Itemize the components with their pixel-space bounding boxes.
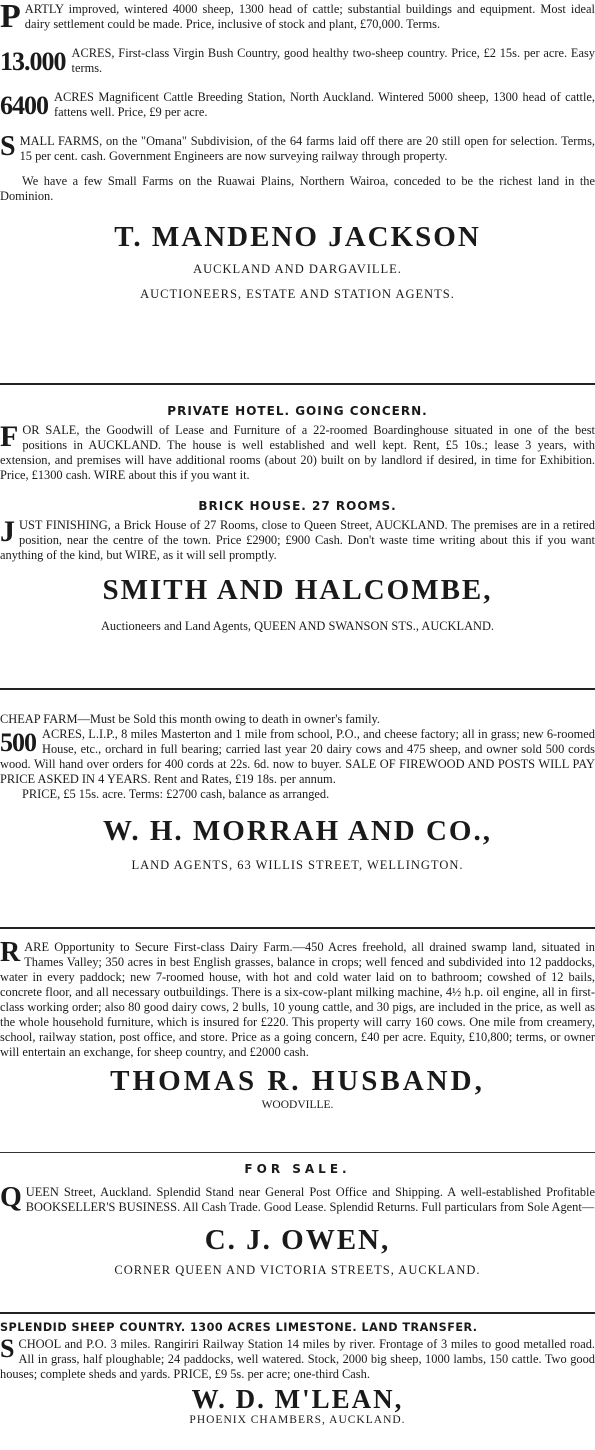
firm-profession: AUCTIONEERS, ESTATE AND STATION AGENTS. — [140, 287, 455, 301]
ad-text: ACRES Magnificent Cattle Breeding Station, North Auckland. Wintered 5000 sheep, 1300 head of cattle, fattens well. Price, £9 per acre. — [54, 90, 595, 119]
drop-cap: S — [0, 1334, 15, 1363]
ad-text: CHOOL and P.O. 3 miles. Rangiriri Railway Station 14 miles by river. Frontage of 3 miles to good metalled road. All in grass, half ploughable; 24 paddocks, well watered. Stock, 2000 big sheep, 1000 lambs, 150 cattle. Two good houses; complete sheds and yards. PRICE, £9 5s. per acre; one-third Cash. — [0, 1337, 595, 1381]
ad-paragraph — [0, 0, 595, 35]
section-heading: SPLENDID SHEEP COUNTRY. 1300 ACRES LIMESTONE. LAND TRANSFER. — [0, 1321, 478, 1334]
ad-owen — [0, 1162, 595, 1278]
firm-name: W. H. MORRAH AND CO., — [103, 815, 492, 847]
firm-location: WOODVILLE. — [261, 1099, 334, 1111]
column-rule — [0, 688, 595, 690]
section-heading: PRIVATE HOTEL. GOING CONCERN. — [167, 404, 428, 418]
drop-cap: S — [0, 131, 16, 162]
ad-paragraph: We have a few Small Farms on the Ruawai Plains, Northern Wairoa, conceded to be the richest land in the Dominion. — [0, 174, 595, 203]
acreage-number: 13.000 — [0, 47, 66, 76]
ad-paragraph — [0, 46, 595, 76]
ad-paragraph — [0, 420, 595, 483]
section-heading: BRICK HOUSE. 27 ROOMS. — [198, 499, 397, 513]
ad-paragraph — [0, 727, 595, 787]
firm-name: T. MANDENO JACKSON — [114, 221, 481, 253]
ad-text: ACRES, L.I.P., 8 miles Masterton and 1 mile from school, P.O., and cheese factory; all in grass; new 6-roomed House, etc., orchard in full bearing; carried last year 20 dairy cows and 475 sheep, and owner sold 500 cords wood. Will hand over orders for 400 cords at 22s. 6d. now to buyer. SALE OF FIREWOOD AND POSTS WILL PAY PRICE ASKED IN 4 YEARS. Rent and Rates, £19 18s. per annum. — [0, 727, 595, 786]
price-line: PRICE, £5 15s. acre. Terms: £2700 cash, balance as arranged. — [22, 787, 330, 801]
ad-morrah — [0, 712, 595, 873]
column-rule — [0, 1152, 595, 1153]
ad-text: ACRES, First-class Virgin Bush Country, good healthy two-sheep country. Price, £2 15s. per acre. Easy terms. — [71, 46, 595, 75]
ad-mclean — [0, 1320, 595, 1427]
ad-paragraph — [0, 90, 595, 120]
firm-name: C. J. OWEN, — [204, 1224, 391, 1256]
ad-smith-halcombe — [0, 404, 595, 634]
firm-name: SMITH AND HALCOMBE, — [102, 574, 493, 606]
ad-text: UST FINISHING, a Brick House of 27 Rooms, close to Queen Street, AUCKLAND. The premises are in a retired position, near the centre of the town. Price £2900; £900 Cash. Don't waste time writing about this if you want anything of the kind, but WIRE, as it will sell promptly. — [0, 518, 595, 562]
drop-cap: J — [0, 515, 15, 548]
firm-name: W. D. M'LEAN, — [191, 1384, 404, 1414]
column-rule — [0, 1312, 595, 1314]
ad-text: ARTLY improved, wintered 4000 sheep, 1300 head of cattle; substantial buildings and equipment. Most ideal dairy settlement could be made. Price, inclusive of stock and plant, £70,000. Terms. — [24, 2, 595, 31]
ad-text: OR SALE, the Goodwill of Lease and Furniture of a 22-roomed Boardinghouse situated in one of the best positions in AUCKLAND. The house is well established and well kept. Rent, £5 10s.; lease 3 years, with extension, and premises will have additional rooms (about 20) built on by landlord if desired, in time for Exhibition. Price, £1300 cash. WIRE about this if you want it. — [0, 423, 595, 482]
firm-address: Auctioneers and Land Agents, QUEEN AND SWANSON STS., AUCKLAND. — [100, 619, 495, 633]
acreage-number: 6400 — [0, 91, 48, 120]
acreage-number: 500 — [0, 728, 36, 757]
ad-paragraph — [0, 515, 595, 563]
ad-text: MALL FARMS, on the "Omana" Subdivision, of the 64 farms laid off there are 20 still open for selection. Terms, 15 per cent. cash. Government Engineers are now surveying railway through property. — [19, 134, 595, 163]
firm-address: CORNER QUEEN AND VICTORIA STREETS, AUCKLAND. — [114, 1263, 481, 1277]
drop-cap: F — [0, 420, 19, 453]
column-rule — [0, 383, 595, 385]
drop-cap: Q — [0, 1182, 22, 1213]
ad-intro: CHEAP FARM—Must be Sold this month owing to death in owner's family. — [0, 712, 381, 726]
firm-address: PHOENIX CHAMBERS, AUCKLAND. — [189, 1414, 406, 1426]
ad-paragraph — [0, 1334, 595, 1382]
firm-name: THOMAS R. HUSBAND, — [110, 1065, 485, 1097]
column-rule — [0, 927, 595, 929]
ad-husband — [0, 937, 595, 1113]
ad-paragraph — [0, 131, 595, 164]
ad-mandeno-jackson — [0, 2, 595, 302]
firm-address: LAND AGENTS, 63 WILLIS STREET, WELLINGTON. — [131, 858, 464, 872]
drop-cap: P — [0, 0, 21, 35]
ad-paragraph — [0, 937, 595, 1060]
ad-text: ARE Opportunity to Secure First-class Dairy Farm.—450 Acres freehold, all drained swamp land, situated in Thames Valley; 350 acres in best English grasses, balance in crops; well fenced and subdivided into 12 paddocks, water in every paddock; new 7-roomed house, with hot and cold water laid on to bathroom; cowshed of 12 bails, concrete floor, and all necessary outbuildings. There is a six-cow-plant milking machine, 4½ h.p. oil engine, all in first-class working order; also 80 good dairy cows, 2 bulls, 10 young cattle, and 30 pigs, are included in the price, as well as the whole household furniture, which is insured for £220. This property will carry 160 cows. One mile from creamery, school, railway station, post office, and store. Price as a going concern, £40 per acre. Equity, £10,800; terms, or owner will entertain an exchange, for sheep country, and £2000 cash. — [0, 940, 595, 1059]
ad-paragraph — [0, 1182, 595, 1215]
ad-text: UEEN Street, Auckland. Splendid Stand near General Post Office and Shipping. A well-established Profitable BOOKSELLER'S BUSINESS. All Cash Trade. Good Lease. Splendid Returns. Full particulars from Sole Agent— — [25, 1185, 595, 1214]
section-heading: FOR SALE. — [244, 1162, 351, 1176]
firm-location: AUCKLAND AND DARGAVILLE. — [193, 262, 402, 276]
drop-cap: R — [0, 937, 21, 968]
